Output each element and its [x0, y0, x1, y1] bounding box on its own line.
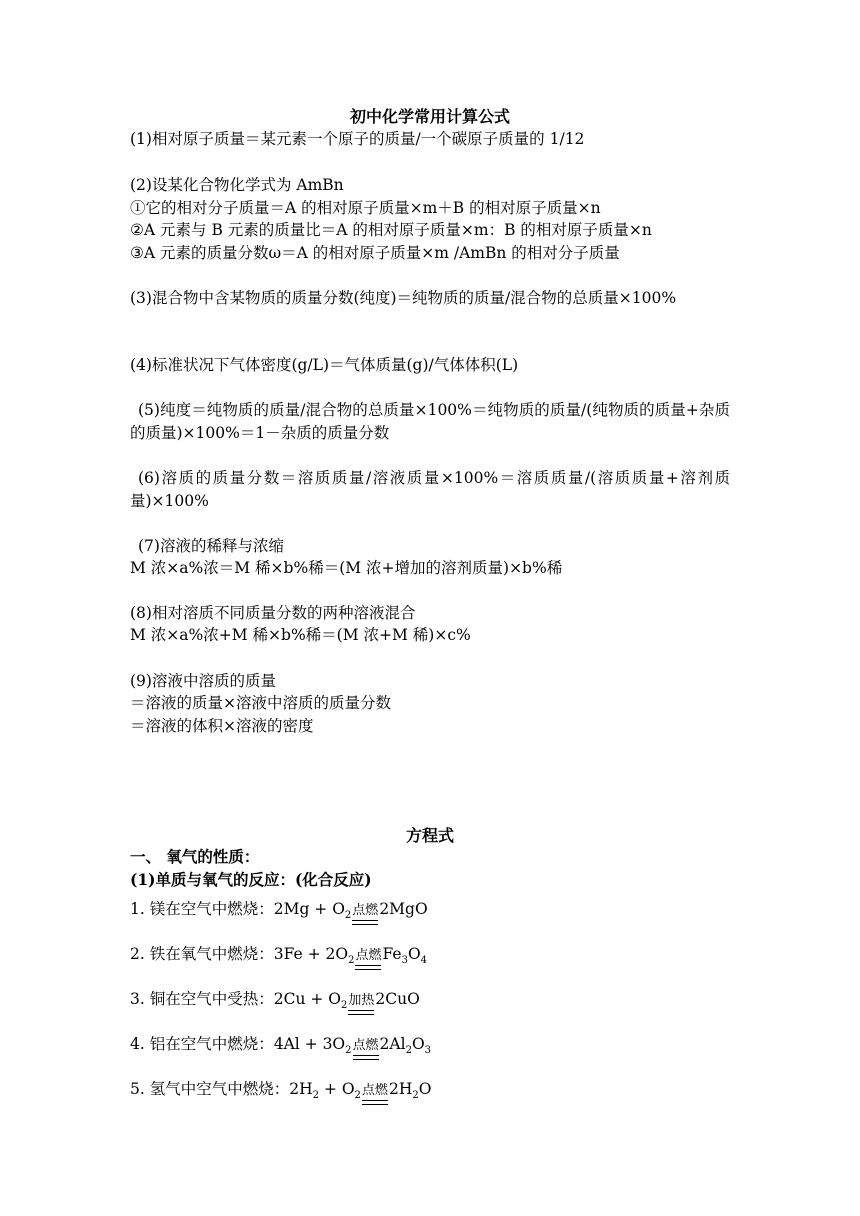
formula-7-equation: M 浓×a%浓＝M 稀×b%稀＝(M 浓+增加的溶剂质量)×b%稀 — [130, 559, 563, 577]
formula-1: (1)相对原子质量＝某元素一个原子的质量/一个碳原子质量的 1/12 — [130, 130, 585, 148]
formula-3: (3)混合物中含某物质的质量分数(纯度)＝纯物质的质量/混合物的总质量×100% — [130, 289, 677, 307]
reaction-condition: 点燃 — [355, 944, 381, 970]
formula-2b: ②A 元素与 B 元素的质量比＝A 的相对原子质量×m：B 的相对原子质量×n — [130, 221, 652, 239]
subscript: 2 — [348, 955, 355, 967]
equation-products: $2Al_2O_3$ — [379, 1035, 432, 1057]
equation-item — [130, 1078, 730, 1107]
subscript: 2 — [340, 1000, 348, 1012]
equation-label: 2. 铁在氧气中燃烧： — [130, 945, 274, 963]
equation-item — [130, 943, 730, 972]
equation-products: 2MgO — [379, 900, 428, 918]
formula-2-heading: (2)设某化合物化学式为 AmBn — [130, 176, 344, 194]
equation-reactants: 4Al + 3O — [273, 1035, 346, 1053]
subscript: 2 — [345, 1045, 352, 1057]
equation-label: 1. 镁在空气中燃烧： — [130, 900, 274, 918]
formula-8-heading: (8)相对溶质不同质量分数的两种溶液混合 — [130, 604, 416, 622]
reaction-condition: 加热 — [348, 989, 374, 1015]
equation-products: $2H_2O$ — [388, 1080, 432, 1102]
equation-label: 3. 铜在空气中受热： — [130, 990, 274, 1008]
subscript: 2 — [312, 1090, 319, 1102]
equation-item — [130, 988, 730, 1017]
formula-5: (5)纯度＝纯物质的质量/混合物的总质量×100%＝纯物质的质量/(纯物质的质量+杂质的质量)×100%＝1－杂质的质量分数 — [130, 401, 730, 442]
reaction-condition: 点燃 — [362, 1079, 388, 1105]
equation-item — [130, 898, 730, 927]
formula-8-equation: M 浓×a%浓+M 稀×b%稀＝(M 浓+M 稀)×c% — [130, 626, 471, 644]
section-oxygen-properties: 一、 氧气的性质： — [130, 847, 260, 866]
formula-6: (6)溶质的质量分数＝溶质质量/溶液质量×100%＝溶质质量/(溶质质量+溶剂质量)×100% — [130, 469, 730, 510]
equation-products: $Fe_3O_4$ — [382, 945, 428, 967]
formula-7-heading: (7)溶液的稀释与浓缩 — [138, 537, 284, 555]
equations-title: 方程式 — [405, 826, 454, 845]
equation-label: 5. 氢气中空气中燃烧： — [130, 1080, 290, 1098]
equation-reactants: 2Mg + O — [273, 900, 345, 918]
equation-reactants: 2Cu + O — [273, 990, 341, 1008]
equation-item — [130, 1033, 730, 1062]
equation-products: 2CuO — [375, 990, 420, 1008]
reaction-condition: 点燃 — [353, 1034, 379, 1060]
equation-reactants: 2H — [289, 1080, 313, 1098]
equation-reactants-extra: + $O_2$ — [318, 1080, 361, 1102]
equation-reactants: 3Fe + 2O — [273, 945, 349, 963]
formula-9-heading: (9)溶液中溶质的质量 — [130, 672, 276, 690]
formula-9b: ＝溶液的体积×溶液的密度 — [130, 717, 314, 735]
subsection-element-oxygen-reaction: (1)单质与氧气的反应：(化合反应) — [130, 870, 372, 889]
formula-9a: ＝溶液的质量×溶液中溶质的质量分数 — [130, 694, 391, 712]
formula-2a: ①它的相对分子质量＝A 的相对原子质量×m＋B 的相对原子质量×n — [130, 199, 601, 217]
formula-4: (4)标准状况下气体密度(g/L)＝气体质量(g)/气体体积(L) — [130, 356, 519, 374]
formula-2c: ③A 元素的质量分数ω＝A 的相对原子质量×m /AmBn 的相对分子质量 — [130, 244, 620, 262]
subscript: 2 — [344, 910, 352, 922]
equation-label: 4. 铝在空气中燃烧： — [130, 1035, 274, 1053]
reaction-condition: 点燃 — [352, 899, 378, 925]
formulas-title: 初中化学常用计算公式 — [349, 107, 510, 126]
